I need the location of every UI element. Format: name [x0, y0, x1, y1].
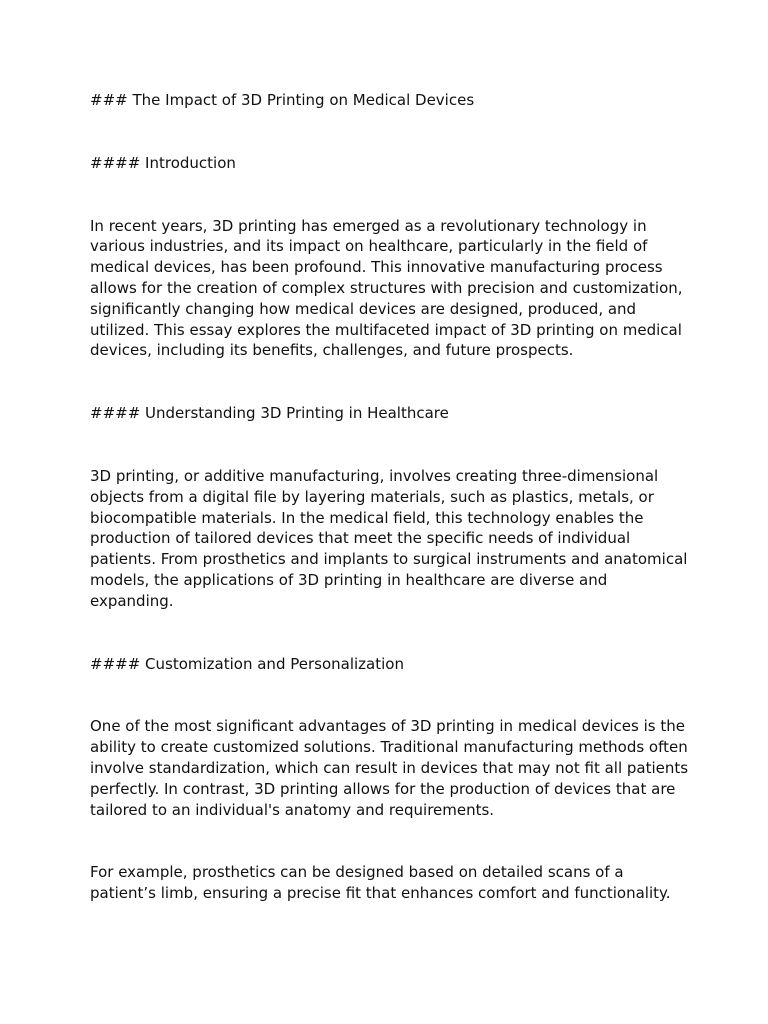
- paragraph-customization-2: For example, prosthetics can be designed based on detailed scans of a patient’s limb, ensuring a precise fit that enhances comfort and functionality.: [90, 863, 671, 903]
- paragraph-customization-1: One of the most significant advantages of 3D printing in medical devices is the ability to create customized solutions. Traditional manufacturing methods often involve standardization, which can result in devices that may not fit all patients perfectly. In contrast, 3D printing allows for the production of devices that are tailored to an individual's anatomy and requirements.: [90, 717, 689, 819]
- section-heading-introduction: #### Introduction: [90, 153, 236, 172]
- section-heading-customization: #### Customization and Personalization: [90, 654, 404, 673]
- document-page: [90, 90, 690, 904]
- document-title: ### The Impact of 3D Printing on Medical Devices: [90, 91, 475, 109]
- paragraph-introduction: In recent years, 3D printing has emerged as a revolutionary technology in various industries, and its impact on healthcare, particularly in the field of medical devices, has been profound. This innovative manufacturing process allows for the creation of complex structures with precision and customization, significantly changing how medical devices are designed, produced, and utilized. This essay explores the multifaceted impact of 3D printing on medical devices, including its benefits, challenges, and future prospects.: [90, 216, 683, 360]
- paragraph-understanding: 3D printing, or additive manufacturing, involves creating three-dimensional objects from a digital file by layering materials, such as plastics, metals, or biocompatible materials. In the medical field, this technology enables the production of tailored devices that meet the specific needs of individual patients. From prosthetics and implants to surgical instruments and anatomical models, the applications of 3D printing in healthcare are diverse and expanding.: [90, 466, 688, 610]
- section-heading-understanding: #### Understanding 3D Printing in Healthcare: [90, 404, 449, 423]
